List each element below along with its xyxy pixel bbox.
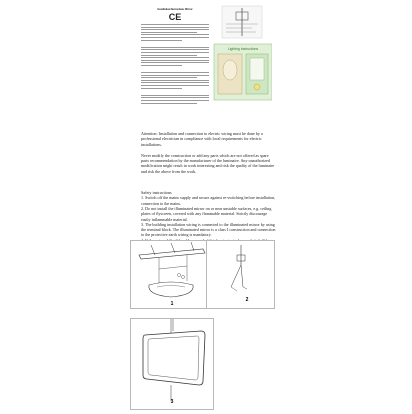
- safety-line-1: 1. Switch off the mains supply and secure against re-switching before installation, connection to the mains.: [141, 195, 276, 206]
- modification-paragraph: Never modify the construction or add any parts which are not offered as spare parts recommendation by the manufacturer of the luminaire. Any unauthorized modification might result in work interesting and risk the quality of the luminaire and risk the above from the work.: [141, 152, 275, 174]
- wiring-diagram-svg: [212, 4, 272, 102]
- figure-2: [206, 240, 275, 309]
- figure-1-number: 1: [170, 301, 174, 307]
- figure-1: [130, 240, 214, 309]
- figure-3-drawing: [131, 319, 213, 409]
- document-title: Installation/Instructions Mirror: [157, 8, 193, 11]
- lighting-heading: Lighting Instructions: [227, 47, 259, 51]
- instruction-text-column: [141, 8, 209, 104]
- safety-title: Safety instructions: [141, 190, 172, 196]
- ce-mark: CE: [168, 12, 182, 22]
- figure-3-number: 3: [170, 399, 174, 405]
- safety-line-3: 3. The building installation wiring is connected to the illuminated mirror by using the terminal block. The illuminated mirror is a class I construction and connection to the protective earth wiring is mandatory.: [141, 221, 276, 238]
- attention-paragraph: Attention: Installation and connection to electric wiring must be done by a professional electrician in compliance with local requirements for electric installations.: [141, 131, 263, 147]
- figure-2-number: 2: [245, 297, 249, 303]
- safety-line-2: 2. Do not install the illuminated mirror on or near unstable surfaces, e.g. ceiling plates of flyscreen, covered with any flammable material. Strictly discourage easily inflammable material.: [141, 205, 272, 222]
- wiring-diagram-image: [212, 4, 272, 102]
- figure-1-drawing: [131, 241, 213, 308]
- figure-3: [130, 318, 214, 410]
- figure-2-drawing: [207, 241, 274, 308]
- instruction-notes: [141, 131, 276, 254]
